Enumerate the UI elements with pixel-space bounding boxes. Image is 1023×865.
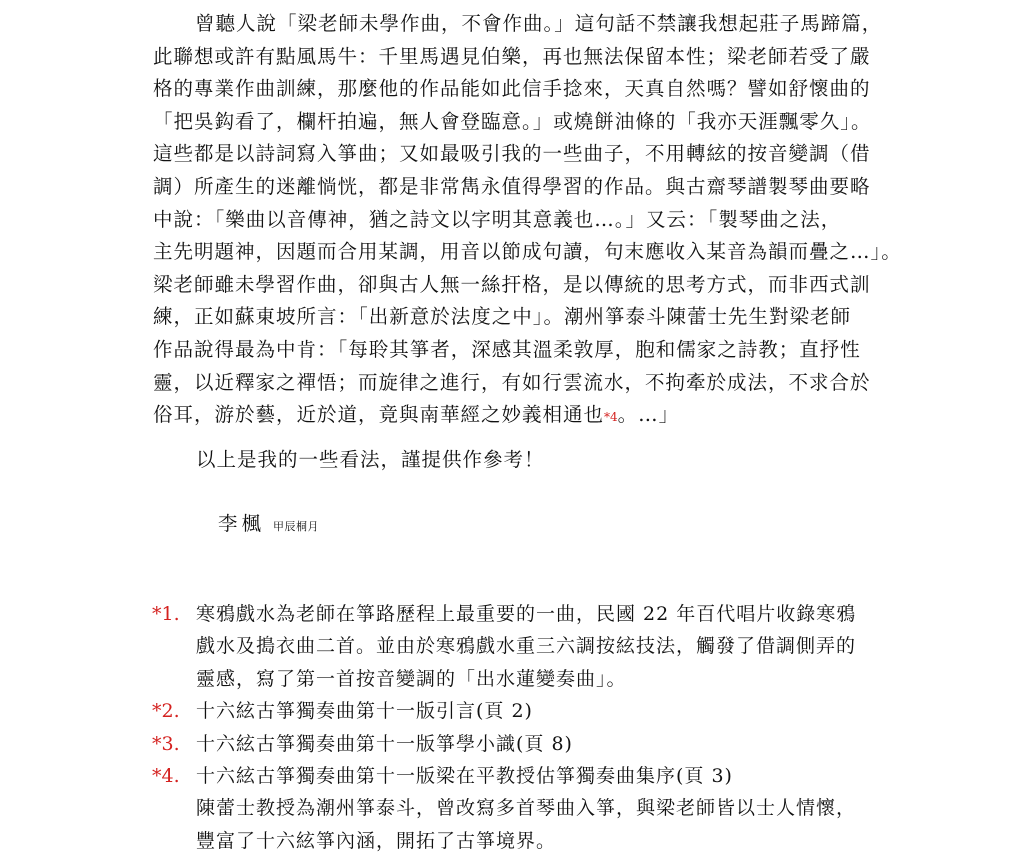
paragraph-line: 靈，以近釋家之禪悟；而旋律之進行，有如行雲流水，不拘牽於成法，不求合於	[153, 370, 871, 394]
footnote-line: 十六絃古箏獨奏曲第十一版梁在平教授估箏獨奏曲集序(頁 3)	[196, 764, 733, 787]
footnote-line: 十六絃古箏獨奏曲第十一版引言(頁 2)	[196, 700, 533, 723]
paragraph-line: 練，正如蘇東坡所言：「出新意於法度之中」。潮州箏泰斗陳蕾士先生對梁老師	[153, 305, 852, 329]
footnote-line: 豐富了十六絃箏內涵，開拓了古箏境界。	[196, 829, 557, 852]
body-paragraph	[153, 8, 902, 432]
footnote-item	[150, 695, 880, 727]
footnotes-section	[150, 598, 880, 857]
paragraph-line: 中說：「樂曲以音傳神，猶之詩文以字明其意義也…。」又云：「製琴曲之法，	[153, 207, 842, 231]
paragraph-line: 「把吳鈎看了，欄杆拍遍，無人會登臨意。」或燒餅油條的「我亦天涯飄零久」。	[153, 109, 872, 133]
paragraph-line: 曾聽人說「梁老師未學作曲，不會作曲。」這句話不禁讓我想起莊子馬蹄篇，	[195, 12, 883, 35]
paragraph-line: 調）所產生的迷離惝恍，都是非常雋永值得學習的作品。與古齋琴譜製琴曲要略	[153, 174, 871, 198]
paragraph-line: 作品說得最為中肯：「每聆其箏者，深感其溫柔敦厚，胞和儒家之詩教；直抒性	[153, 337, 861, 361]
footnote-line: 靈感，寫了第一首按音變調的「出水蓮變奏曲」。	[196, 667, 627, 690]
footnote-item	[150, 598, 880, 695]
paragraph-line: 格的專業作曲訓練，那麼他的作品能如此信手捻來，天真自然嗎？譬如舒懷曲的	[153, 77, 871, 101]
footnote-line: 寒鴉戲水為老師在箏路歷程上最重要的一曲，民國 22 年百代唱片收錄寒鴉	[196, 603, 857, 625]
author-name: 李楓	[218, 512, 266, 535]
paragraph-line: 梁老師雖未學習作曲，卻與古人無一絲扞格，是以傳統的思考方式，而非西式訓	[153, 272, 871, 296]
paragraph-line: 這些都是以詩詞寫入箏曲；又如最吸引我的一些曲子，不用轉絃的按音變調（借	[153, 142, 871, 166]
paragraph-line: 此聯想或許有點風馬牛：千里馬遇見伯樂，再也無法保留本性；梁老師若受了嚴	[153, 44, 871, 68]
closing-remark: 以上是我的一些看法，謹提供作參考！	[196, 448, 545, 471]
footnote-marker: *3.	[152, 732, 180, 755]
footnote-line: 十六絃古箏獨奏曲第十一版箏學小識(頁 8)	[196, 732, 573, 755]
signature	[218, 508, 319, 536]
signature-date: 甲辰桐月	[273, 520, 320, 533]
footnote-item	[150, 728, 880, 760]
footnote-line: 陳蕾士教授為潮州箏泰斗，曾改寫多首琴曲入箏，與梁老師皆以士人情懷，	[196, 797, 857, 820]
footnote-line: 戲水及搗衣曲二首。並由於寒鴉戲水重三六調按絃技法，觸發了借調側弄的	[196, 635, 857, 658]
paragraph-text: 俗耳，游於藝，近於道，竟與南華經之妙義相通也	[153, 403, 605, 427]
footnote-marker: *2.	[152, 700, 180, 723]
footnote-marker: *1.	[152, 603, 180, 625]
paragraph-last-line	[153, 399, 871, 432]
footnote-item	[150, 760, 880, 857]
footnote-reference-mark[interactable]: *4	[604, 410, 618, 425]
footnote-marker: *4.	[152, 764, 180, 787]
paragraph-text: 。…」	[617, 403, 680, 427]
paragraph-line: 主先明題神，因題而合用某調，用音以節成句讀，句末應收入某音為韻而疊之…」。	[153, 240, 902, 264]
